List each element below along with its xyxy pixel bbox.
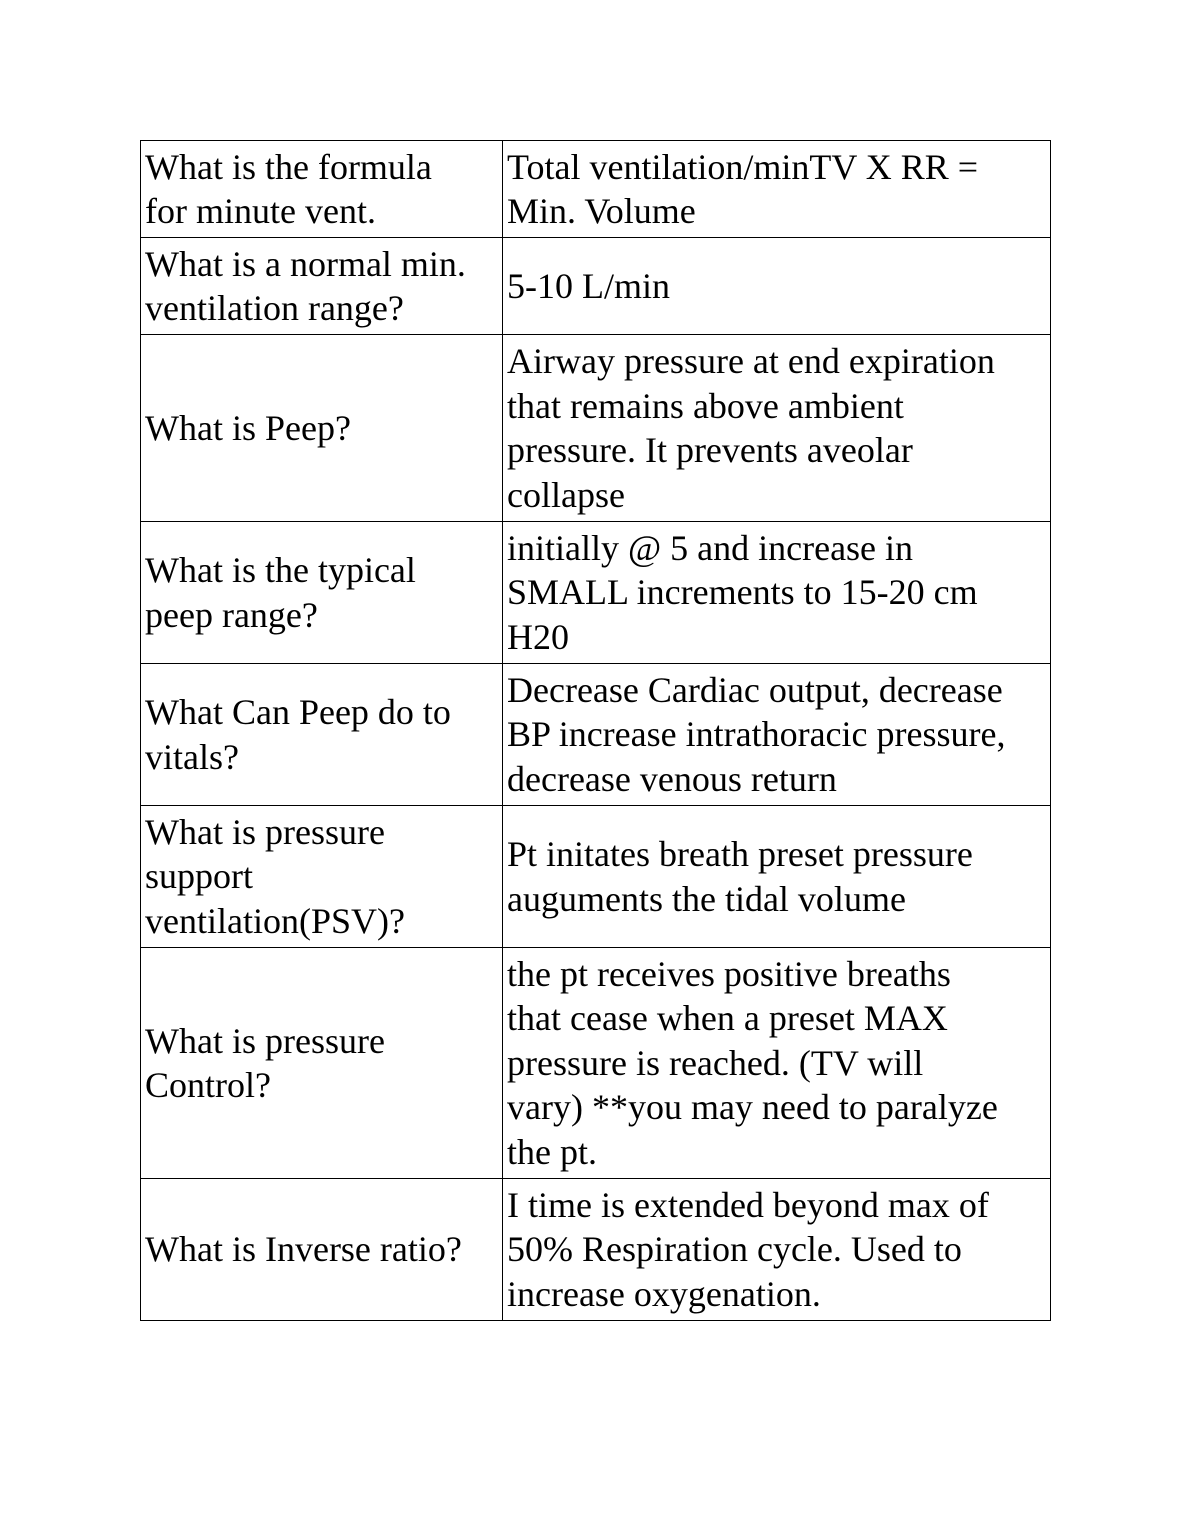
answer-cell (503, 141, 1051, 238)
answer-line: that cease when a preset MAX (507, 998, 948, 1039)
question-line: ventilation range? (145, 288, 404, 328)
answer-line: pressure is reached. (TV will (507, 1042, 924, 1083)
question-cell (141, 664, 503, 806)
answer-cell (503, 1179, 1051, 1321)
question-cell (141, 335, 503, 522)
question-cell (141, 238, 503, 335)
answer-line: SMALL increments to 15-20 cm (507, 572, 978, 613)
answer-line: vary) **you may need to paralyze (507, 1087, 998, 1128)
table-row (141, 664, 1051, 806)
answer-line: 5-10 L/min (507, 265, 670, 306)
answer-cell (503, 664, 1051, 806)
question-line: vitals? (145, 736, 239, 777)
answer-line: initially @ 5 and increase in (507, 527, 914, 568)
flashcard-table (140, 140, 1051, 1321)
question-cell (141, 806, 503, 948)
question-line: peep range? (145, 594, 318, 635)
table-row (141, 238, 1051, 335)
answer-line: Decrease Cardiac output, decrease (507, 669, 1003, 710)
answer-line: I time is extended beyond max of (507, 1184, 989, 1225)
answer-line: Total ventilation/minTV X RR = (507, 146, 979, 187)
question-cell (141, 948, 503, 1179)
answer-line: the pt receives positive breaths (507, 953, 951, 994)
question-line: What is pressure (145, 811, 385, 852)
question-line: Control? (145, 1065, 271, 1105)
answer-line: auguments the tidal volume (507, 878, 906, 919)
question-line: What is pressure (145, 1020, 385, 1061)
table-row (141, 141, 1051, 238)
answer-cell (503, 238, 1051, 335)
question-cell (141, 141, 503, 238)
question-line: What Can Peep do to (145, 692, 451, 732)
answer-line: increase oxygenation. (507, 1273, 821, 1314)
question-cell (141, 522, 503, 664)
answer-line: collapse (507, 474, 625, 515)
answer-cell (503, 806, 1051, 948)
answer-cell (503, 522, 1051, 664)
question-line: What is a normal min. (145, 243, 466, 284)
question-line: What is Peep? (145, 407, 351, 448)
answer-line: Airway pressure at end expiration (507, 341, 995, 381)
question-line: for minute vent. (145, 191, 376, 231)
table-row (141, 948, 1051, 1179)
question-line: ventilation(PSV)? (145, 900, 405, 941)
answer-line: decrease venous return (507, 758, 837, 799)
question-line: What is Inverse ratio? (145, 1229, 462, 1270)
table-row (141, 522, 1051, 664)
answer-line: that remains above ambient (507, 385, 904, 426)
table-row (141, 806, 1051, 948)
answer-line: the pt. (507, 1131, 597, 1172)
table-row (141, 335, 1051, 522)
answer-cell (503, 948, 1051, 1179)
question-cell (141, 1179, 503, 1321)
table-row (141, 1179, 1051, 1321)
question-line: support (145, 856, 253, 897)
answer-cell (503, 335, 1051, 522)
answer-line: 50% Respiration cycle. Used to (507, 1229, 962, 1270)
answer-line: H20 (507, 616, 569, 657)
answer-line: BP increase intrathoracic pressure, (507, 714, 1006, 755)
answer-line: Pt initates breath preset pressure (507, 834, 973, 874)
answer-line: Min. Volume (507, 191, 696, 231)
answer-line: pressure. It prevents aveolar (507, 430, 913, 470)
question-line: What is the typical (145, 550, 416, 590)
question-line: What is the formula (145, 146, 432, 187)
